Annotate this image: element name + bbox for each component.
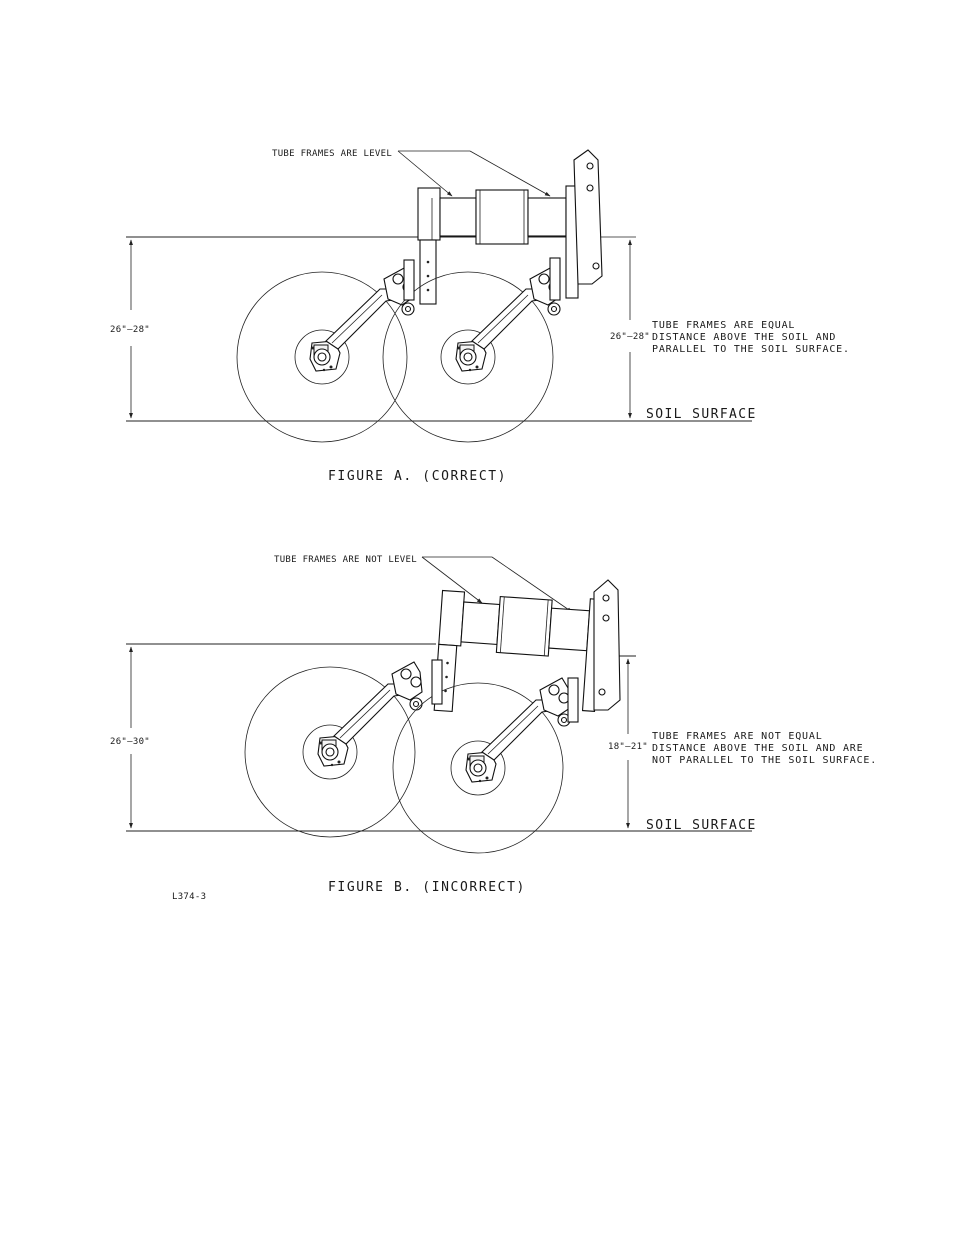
figure-b-front-disc	[245, 662, 422, 837]
figure-a-callout: TUBE FRAMES ARE LEVEL	[272, 149, 393, 159]
figure-a	[110, 149, 850, 484]
figure-a-front-disc	[237, 267, 414, 442]
figure-a-right-dimension: 26"–28"	[610, 332, 651, 342]
figure-b-right-dimension: 18"–21"	[608, 742, 649, 752]
figure-a-note-line-1: TUBE FRAMES ARE EQUAL	[652, 320, 796, 331]
figure-a-leader-arrow-right	[470, 151, 550, 196]
figure-b-note-line-3: NOT PARALLEL TO THE SOIL SURFACE.	[652, 755, 878, 766]
drawing-code: L374-3	[172, 892, 207, 902]
figure-b-caption: FIGURE B. (INCORRECT)	[328, 880, 526, 895]
figure-b-callout: TUBE FRAMES ARE NOT LEVEL	[274, 555, 417, 565]
figure-a-left-dimension: 26"–28"	[110, 325, 151, 335]
figure-b-soil-label: SOIL SURFACE	[646, 818, 757, 833]
figure-a-note-line-3: PARALLEL TO THE SOIL SURFACE.	[652, 344, 850, 355]
figure-b-left-dimension: 26"–30"	[110, 737, 151, 747]
figure-a-caption: FIGURE A. (CORRECT)	[328, 469, 508, 484]
figure-b-note-line-1: TUBE FRAMES ARE NOT EQUAL	[652, 731, 823, 742]
figure-a-note-line-2: DISTANCE ABOVE THE SOIL AND	[652, 332, 837, 343]
figure-b-note-line-2: DISTANCE ABOVE THE SOIL AND ARE	[652, 743, 864, 754]
figure-b	[110, 555, 877, 895]
figure-a-soil-label: SOIL SURFACE	[646, 407, 757, 422]
